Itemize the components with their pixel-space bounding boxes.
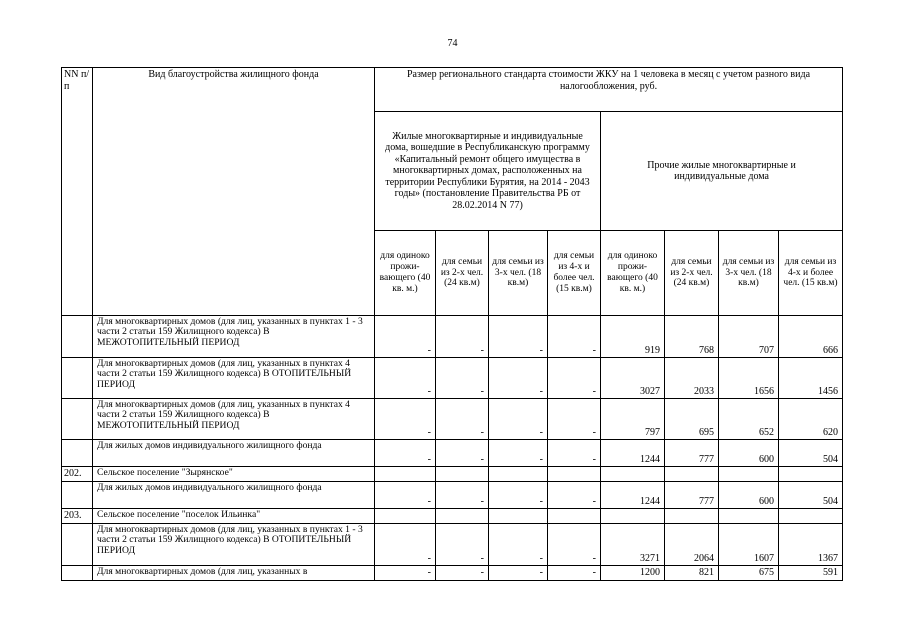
cell-value: - [548,358,601,399]
header-nn: NN п/п [62,68,93,316]
cell-value [436,509,489,524]
cell-value [779,467,843,482]
cell-value: 1200 [601,566,665,581]
cell-value: - [489,358,548,399]
cell-value: 777 [665,440,719,467]
cell-value: 675 [719,566,779,581]
cell-value: 695 [665,399,719,440]
cell-value: 777 [665,482,719,509]
row-number [62,524,93,566]
table-row [62,524,843,566]
table-row [62,482,843,509]
cell-value: - [375,440,436,467]
table-row-section [62,509,843,524]
cell-value: 600 [719,440,779,467]
table-row-section [62,467,843,482]
cell-value [719,467,779,482]
row-description: Для многоквартирных домов (для лиц, указанных в [93,566,375,581]
cell-value: 591 [779,566,843,581]
cell-value: - [436,440,489,467]
subheader-b-family-3: для семьи из 3-х чел. (18 кв.м) [719,231,779,316]
subheader-b-family-2: для семьи из 2-х чел. (24 кв.м) [665,231,719,316]
cell-value [375,467,436,482]
cell-value: 2064 [665,524,719,566]
cell-value: 620 [779,399,843,440]
cell-value: 919 [601,316,665,358]
cell-value: - [375,316,436,358]
cell-value: - [436,524,489,566]
cell-value: - [489,482,548,509]
cell-value: 600 [719,482,779,509]
row-description: Для жилых домов индивидуального жилищного фонда [93,440,375,467]
row-description: Для многоквартирных домов (для лиц, указанных в пунктах 1 - 3 части 2 статьи 159 Жилищного кодекса) В МЕЖОТОПИТЕЛЬНЫЙ ПЕРИОД [93,316,375,358]
row-number [62,358,93,399]
cell-value [601,509,665,524]
cell-value: - [375,482,436,509]
table-row [62,316,843,358]
row-number [62,566,93,581]
cell-value: - [548,316,601,358]
cell-value [601,467,665,482]
row-description: Для многоквартирных домов (для лиц, указанных в пунктах 4 части 2 статьи 159 Жилищного кодекса) В МЕЖОТОПИТЕЛЬНЫЙ ПЕРИОД [93,399,375,440]
cell-value: - [375,358,436,399]
cell-value: 504 [779,440,843,467]
subheader-b-single: для одиноко прожи-вающего (40 кв. м.) [601,231,665,316]
header-type: Вид благоустройства жилищного фонда [93,68,375,316]
row-description: Для многоквартирных домов (для лиц, указанных в пунктах 1 - 3 части 2 статьи 159 Жилищного кодекса) В ОТОПИТЕЛЬНЫЙ ПЕРИОД [93,524,375,566]
cell-value [489,509,548,524]
table-row [62,399,843,440]
row-number [62,440,93,467]
cell-value [548,467,601,482]
cell-value: - [436,566,489,581]
row-description: Сельское поселение "Зырянское" [93,467,375,482]
cell-value: - [548,440,601,467]
cell-value: - [375,524,436,566]
row-description: Для многоквартирных домов (для лиц, указанных в пунктах 4 части 2 статьи 159 Жилищного кодекса) В ОТОПИТЕЛЬНЫЙ ПЕРИОД [93,358,375,399]
cell-value: - [548,524,601,566]
header-row-1 [62,68,843,112]
cell-value: - [436,358,489,399]
cell-value: - [489,316,548,358]
header-size: Размер регионального стандарта стоимости ЖКУ на 1 человека в месяц с учетом разного вида налогообложения, руб. [375,68,843,112]
cell-value: 1456 [779,358,843,399]
cell-value [436,467,489,482]
cell-value: - [548,399,601,440]
row-number [62,399,93,440]
cell-value: - [548,566,601,581]
cell-value: 666 [779,316,843,358]
cell-value: - [436,316,489,358]
subheader-a-family-2: для семьи из 2-х чел. (24 кв.м) [436,231,489,316]
row-number [62,482,93,509]
cell-value [548,509,601,524]
cell-value: - [489,524,548,566]
cell-value: 797 [601,399,665,440]
cell-value [375,509,436,524]
cell-value: 2033 [665,358,719,399]
cell-value: 1367 [779,524,843,566]
cell-value: - [548,482,601,509]
cell-value: - [436,482,489,509]
cell-value [489,467,548,482]
cell-value: 504 [779,482,843,509]
cell-value: 3027 [601,358,665,399]
row-number: 203. [62,509,93,524]
header-group-capital-repair: Жилые многоквартирные и индивидуальные дома, вошедшие в Республиканскую программу «Капитальный ремонт общего имущества в многоквартирных домах, расположенных на территории Республики Бурятия, на 2014 - 2043 годы» (постановление Правительства РБ от 28.02.2014 N 77) [375,112,601,231]
cell-value: - [375,399,436,440]
cell-value: 1656 [719,358,779,399]
cell-value: - [489,440,548,467]
subheader-a-family-4: для семьи из 4-х и более чел. (15 кв.м) [548,231,601,316]
subheader-a-family-3: для семьи из 3-х чел. (18 кв.м) [489,231,548,316]
table-row [62,566,843,581]
cell-value: 3271 [601,524,665,566]
table-row [62,358,843,399]
cell-value: - [489,399,548,440]
cell-value: 707 [719,316,779,358]
cell-value [779,509,843,524]
tariff-table [61,67,843,581]
cell-value: 821 [665,566,719,581]
row-description: Для жилых домов индивидуального жилищного фонда [93,482,375,509]
header-group-other: Прочие жилые многоквартирные и индивидуальные дома [601,112,843,231]
row-description: Сельское поселение "поселок Ильинка" [93,509,375,524]
row-number: 202. [62,467,93,482]
cell-value: - [436,399,489,440]
cell-value: 1244 [601,440,665,467]
cell-value [719,509,779,524]
page-number: 74 [447,38,458,49]
cell-value: - [375,566,436,581]
cell-value: 1607 [719,524,779,566]
table-row [62,440,843,467]
cell-value [665,467,719,482]
subheader-a-single: для одиноко прожи-вающего (40 кв. м.) [375,231,436,316]
cell-value: - [489,566,548,581]
row-number [62,316,93,358]
cell-value: 768 [665,316,719,358]
cell-value: 652 [719,399,779,440]
cell-value: 1244 [601,482,665,509]
subheader-b-family-4: для семьи из 4-х и более чел. (15 кв.м) [779,231,843,316]
cell-value [665,509,719,524]
